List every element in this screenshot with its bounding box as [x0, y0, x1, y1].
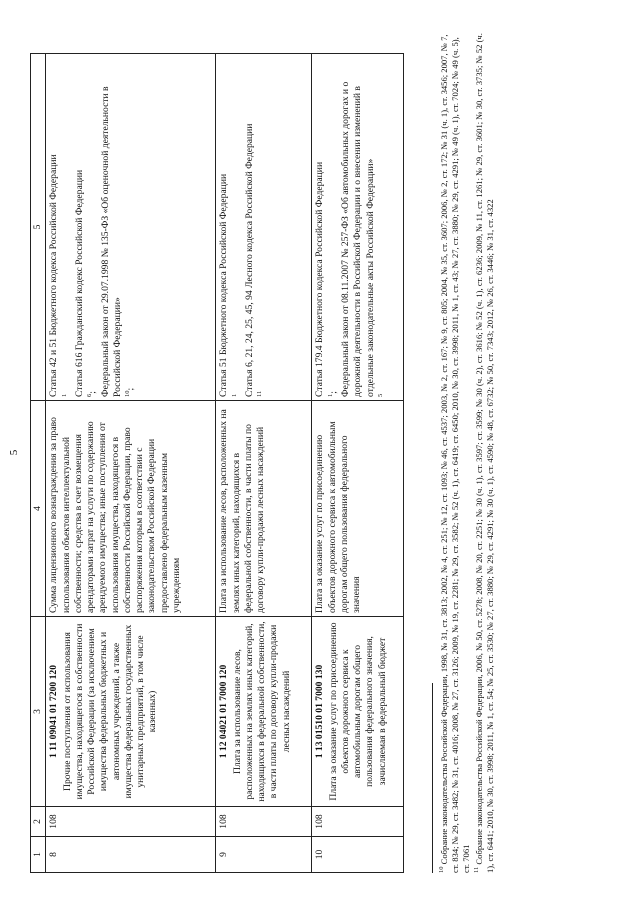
revenue-name: Прочие поступления от использования имущества, находящегося в собственности Российской Федерации (за исключением имущества федеральных бюджетных и автономных учреждений, а также имущества федеральных государственных унитарных предприятий, в том числе казенных): [61, 623, 159, 800]
legal-basis: Статья 179.4 Бюджетного кодекса Российской Федерации $^1$; Федеральный закон от 08.11.2007 № 257-ФЗ «Об автомобильных дорогах и о дорожной деятельности в Российской Федерации и о внесении изменений в отдельные законодательные акты Российской Федерации» $^5$: [312, 54, 404, 401]
footnote-text: Собрание законодательства Российской Федерации, 1998, № 31, ст. 3813; 2002, № 4, ст. 251; № 12, ст. 1093; № 46, ст. 4537; 2003, № 2, ст. 167; № 9, ст. 805; 2004, № 35, ст. 3607; 2006, № 2, ст. 172; № 31 (ч. 1), ст. 3456; 2007, № 7, ст. 834; № 29, ст. 3482; № 31, ст. 4016; 2008, № 27, ст. 3126; 2009, № 19, ст. 2281; № 29, ст. 3582; № 52 (ч. 1), ст. 6419; ст. 6450; 2010, № 30, ст. 3998; 2011, № 1, ст. 43; № 27, ст. 3880; № 29, ст. 4291; № 49 (ч. 1), ст. 7024; № 49 (ч. 5), ст. 7061: [438, 34, 472, 873]
row-number: 8: [46, 837, 216, 873]
revenue-code: 1 12 04021 01 7000 120: [218, 664, 230, 759]
revenue-name: Плата за оказание услуг по присоединению объектов дорожного сервиса к автомобильным дорогам общего пользования федерального значения, зачисляемая в федеральный бюджет: [327, 622, 388, 801]
col-header-3: 3: [31, 617, 46, 807]
admin-code: 108: [216, 807, 312, 837]
footnote-ref: 11: [256, 390, 264, 397]
footnote-ref: 6: [86, 393, 94, 397]
col-header-1: 1: [31, 837, 46, 873]
col-header-5: 5: [31, 54, 46, 401]
revenue-code: 1 13 01510 01 7000 130: [314, 664, 326, 759]
revenue-name-cell: [216, 617, 312, 807]
header-row: [31, 54, 46, 873]
footnote-ref: 10: [124, 390, 132, 397]
footnote-ref: 5: [376, 393, 384, 397]
revenue-code: 1 11 09041 01 7200 120: [48, 665, 60, 759]
table-row: [216, 54, 312, 873]
footnote-ref: 1: [230, 393, 238, 397]
footnote-ref: 1: [326, 393, 334, 397]
law-line: Статья 6, 21, 24, 25, 45, 94 Лесного кодекса Российской Федерации: [243, 123, 255, 397]
revenue-description: Плата за оказание услуг по присоединению объектов дорожного сервиса к автомобильным дорогам общего пользования федерального значения: [312, 401, 404, 617]
footnote-divider: [432, 683, 433, 873]
law-line: Статья 51 Бюджетного кодекса Российской Федерации: [218, 173, 230, 397]
footnotes: [438, 33, 498, 873]
revenue-table: [30, 53, 404, 873]
law-line: Статья 42 и 51 Бюджетного кодекса Российской Федерации: [48, 154, 60, 397]
law-line: Федеральный закон от 29.07.1998 № 135-ФЗ «Об оценочной деятельности в Российской Федерации»: [99, 86, 123, 397]
footnote-ref: 1: [60, 393, 68, 397]
revenue-name-cell: [46, 617, 216, 807]
col-header-4: 4: [31, 401, 46, 617]
table-row: [312, 54, 404, 873]
revenue-name-cell: [312, 617, 404, 807]
legal-basis: Статья 42 и 51 Бюджетного кодекса Российской Федерации $^1$ Статья 616 Гражданский кодекс Российской Федерации $^6$; Федеральный закон от 29.07.1998 № 135-ФЗ «Об оценочной деятельности в Российской Федерации» $^{10}$;: [46, 54, 216, 401]
law-line: Статья 616 Гражданский кодекс Российской Федерации: [73, 169, 85, 397]
footnote-mark: 11: [473, 866, 481, 873]
revenue-description: Плата за использование лесов, расположенных на землях иных категорий, находящихся в федеральной собственности, в части платы по договору купли-продажи лесных насаждений: [216, 401, 312, 617]
admin-code: 108: [312, 807, 404, 837]
law-line: Статья 179.4 Бюджетного кодекса Российской Федерации: [314, 161, 326, 397]
revenue-name: Плата за использование лесов, расположенных на землях иных категорий, находящихся в федеральной собственности, в части платы по договору купли-продажи лесных насаждений: [231, 621, 292, 802]
footnote-text: Собрание законодательства Российской Федерации, 2006, № 50, ст. 5278; 2008, № 20, ст. 2251; № 30 (ч. 1), ст. 3597; ст. 3599; № 30 (ч. 2), ст. 3616; № 52 (ч. 1), ст. 6236; 2009, № 11, ст. 1261; № 29, ст. 3601; № 30, ст. 3735; № 52 (ч. 1), ст. 6441; 2010, № 30, ст. 3998; 2011, № 1, ст. 54; № 25, ст. 3530; № 27, ст. 3880; № 29, ст. 4291; № 30 (ч. 1), ст. 4590; № 48, ст. 6732; № 50, ст. 7343; 2012, № 26, ст. 3446; № 31, ст. 4322: [474, 33, 496, 873]
revenue-description: Сумма лицензионного вознаграждения за право использования объектов интеллектуальной собственности; средства в счет возмещения арендаторами затрат на услуги по содержанию арендуемого имущества; иные поступления от использования имущества, находящегося в собственности Российской Федерации, право распоряжения которым в соответствии с законодательством Российской Федерации предоставлено федеральным казенным учреждениям: [46, 401, 216, 617]
legal-basis: [216, 54, 312, 401]
table-row: [46, 54, 216, 873]
page-number: 5: [8, 449, 20, 456]
admin-code: 108: [46, 807, 216, 837]
row-number: 10: [312, 837, 404, 873]
footnote: [473, 33, 496, 873]
footnote-mark: 10: [438, 866, 445, 873]
col-header-2: 2: [31, 807, 46, 837]
footnote: [438, 33, 472, 873]
law-line: Федеральный закон от 08.11.2007 № 257-ФЗ «Об автомобильных дорогах и о дорожной деятельности в Российской Федерации и о внесении изменений в отдельные законодательные акты Российской Федерации»: [339, 81, 376, 397]
row-number: 9: [216, 837, 312, 873]
